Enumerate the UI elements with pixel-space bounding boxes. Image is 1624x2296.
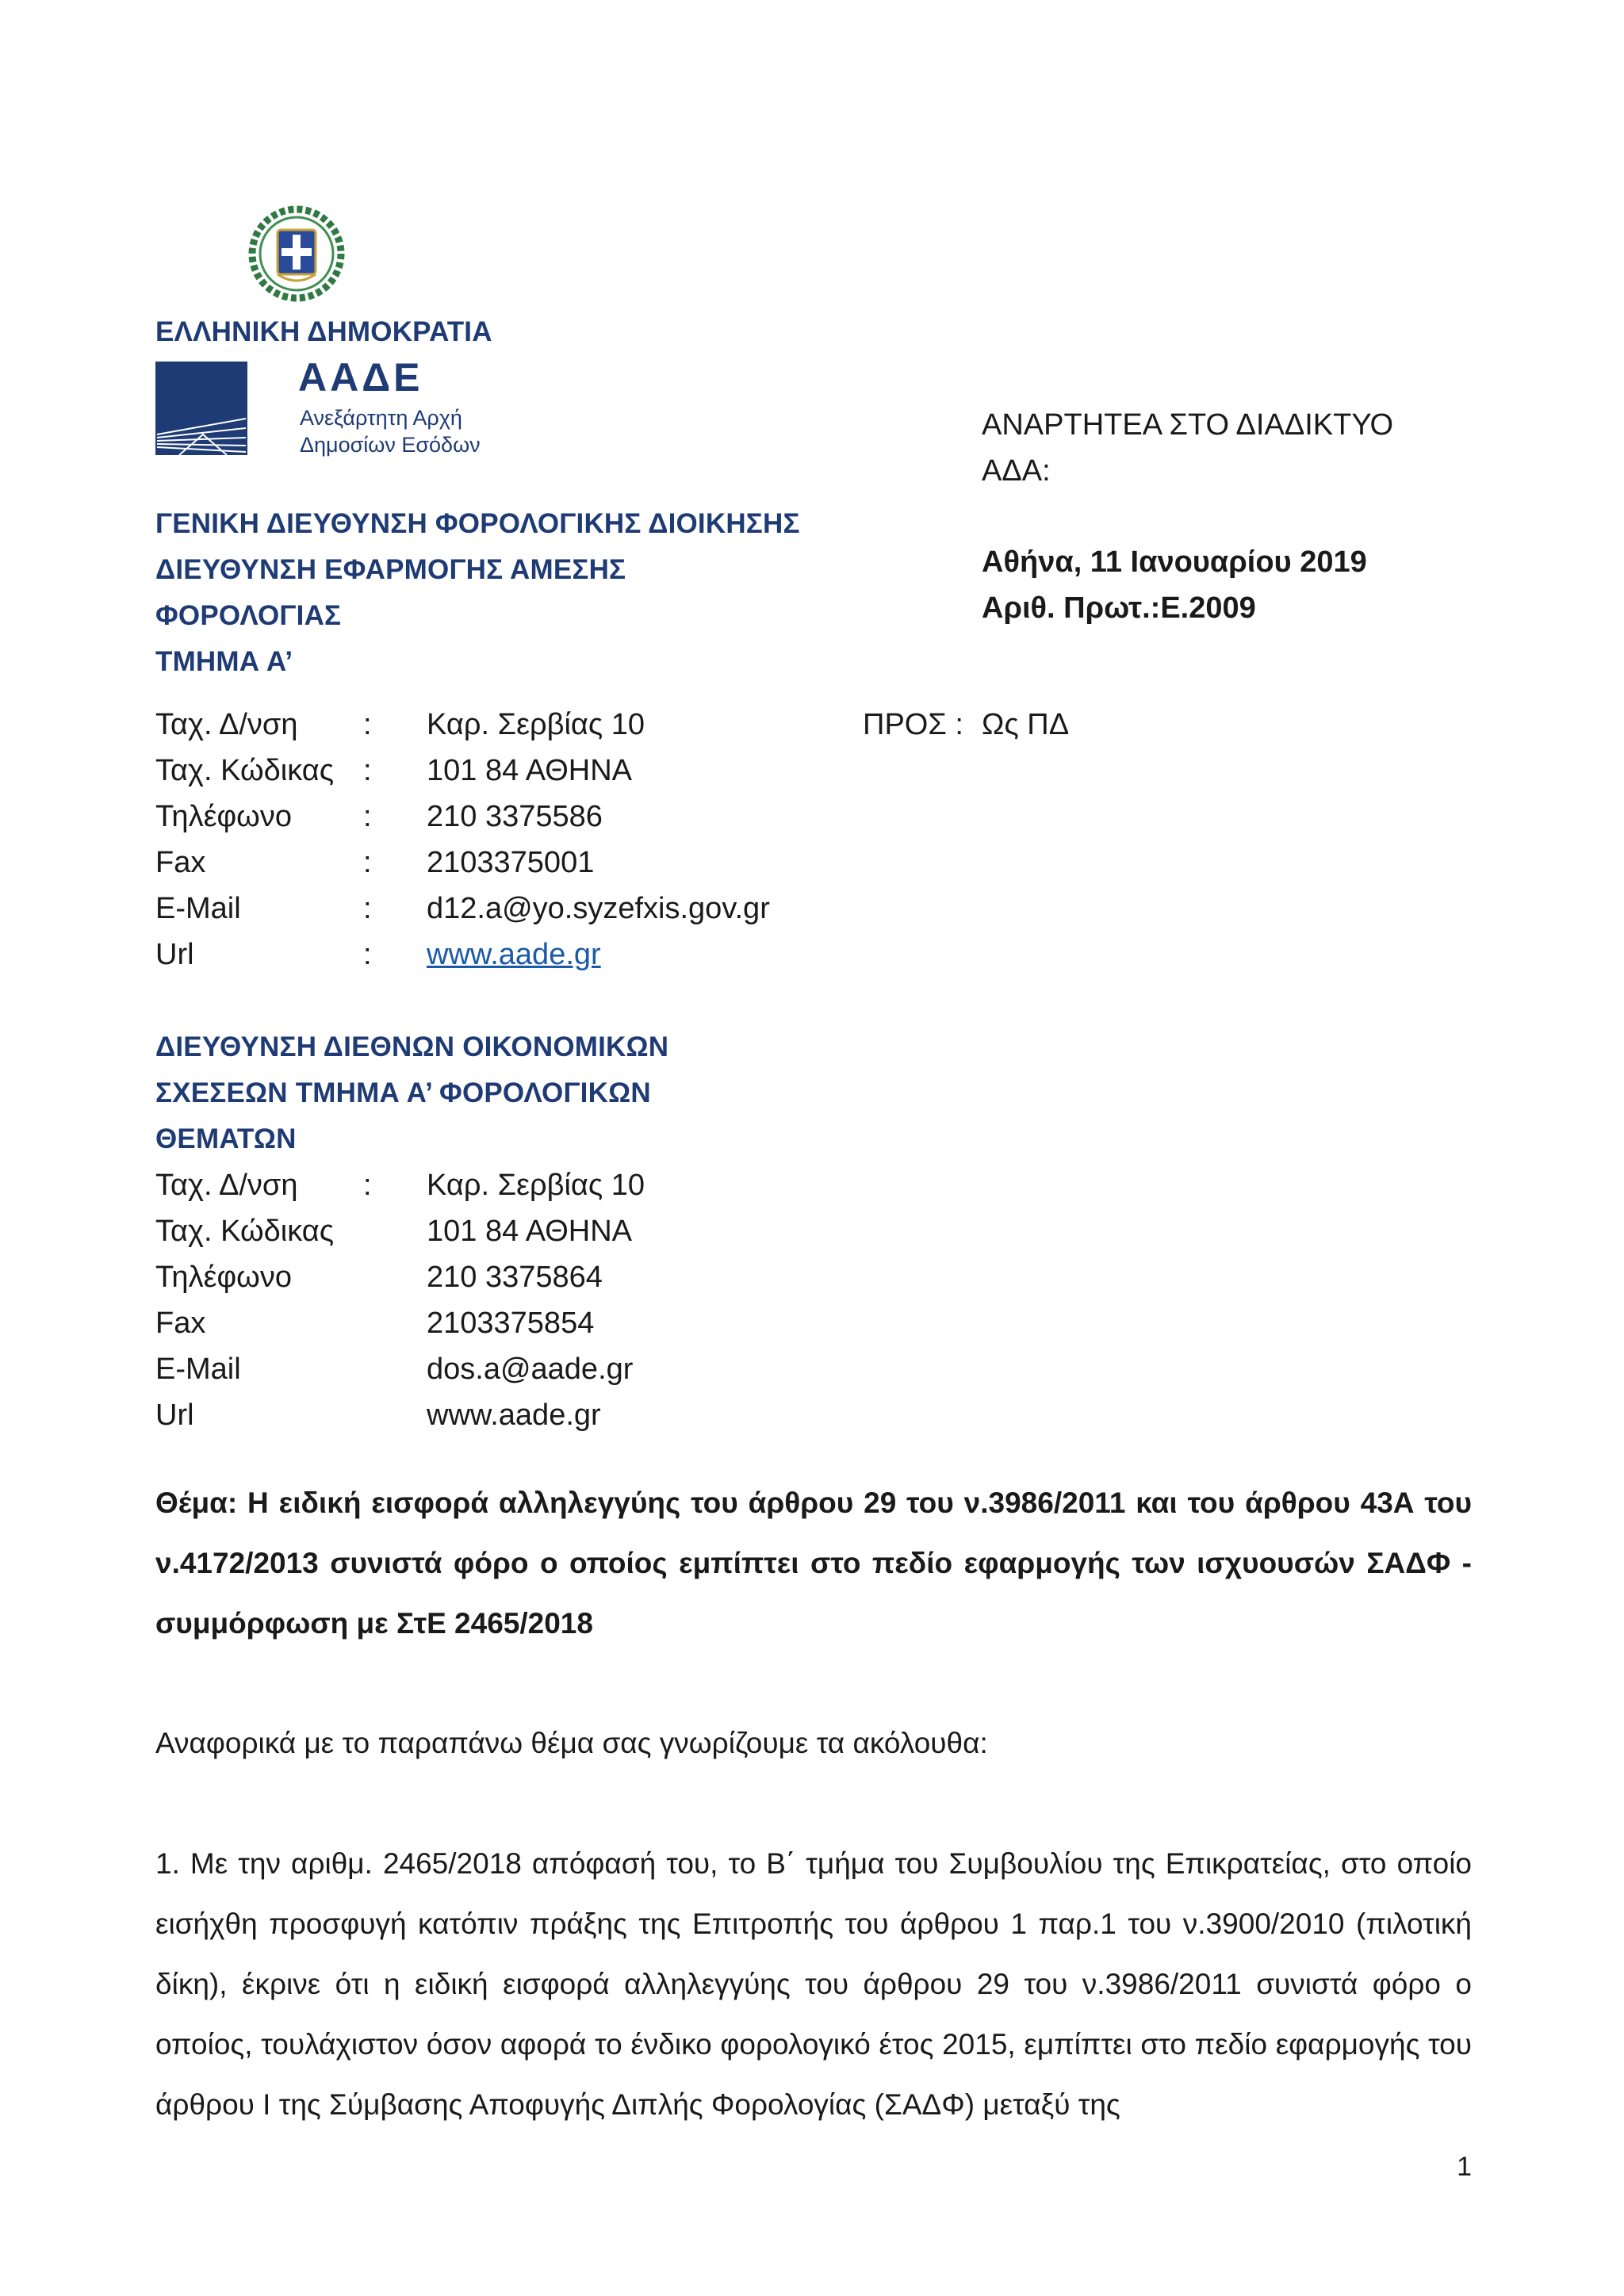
department2-line: ΔΙΕΥΘΥΝΣΗ ΔΙΕΘΝΩΝ ΟΙΚΟΝΟΜΙΚΩΝ — [155, 1031, 669, 1062]
aade-abbreviation: ΑΑΔΕ — [298, 355, 423, 400]
contact-label: Ταχ. Κώδικας — [155, 1215, 335, 1248]
contact-separator: : — [363, 846, 372, 879]
protocol-number: Αριθ. Πρωτ.:Ε.2009 — [982, 591, 1256, 625]
republic-heading: ΕΛΛΗΝΙΚΗ ΔΗΜΟΚΡΑΤΙΑ — [155, 316, 492, 347]
aade-full-name-line2: Δημοσίων Εσόδων — [300, 433, 481, 457]
contact-value: 210 3375586 — [427, 800, 603, 833]
contact-value: 2103375001 — [427, 846, 595, 879]
aade-full-name-line1: Ανεξάρτητη Αρχή — [300, 406, 462, 430]
page-number: 1 — [1457, 2152, 1472, 2182]
department-line: ΔΙΕΥΘΥΝΣΗ ΕΦΑΡΜΟΓΗΣ ΑΜΕΣΗΣ — [155, 554, 626, 585]
contact-value: Καρ. Σερβίας 10 — [427, 1169, 645, 1202]
contact-label: Τηλέφωνο — [155, 800, 292, 833]
paragraph-1: 1. Με την αριθμ. 2465/2018 απόφασή του, το Β΄ τμήμα του Συμβουλίου της Επικρατείας, στο οποίο εισήχθη προσφυγή κατόπιν πράξης της Επιτροπής του άρθρου 1 παρ.1 του ν.3900/2010 (πιλοτική δίκη), έκρινε ότι η ειδική εισφορά αλληλεγγύης του άρθρου 29 του ν.3986/2011 συνιστά φόρο ο οποίος, τουλάχιστον όσον αφορά το ένδικο φορολογικό έτος 2015, εμπίπτει στο πεδίο εφαρμογής του άρθρου Ι της Σύμβασης Αποφυγής Διπλής Φορολογίας (ΣΑΔΦ) μεταξύ της — [155, 1847, 1472, 2121]
contact-value: www.aade.gr — [427, 1399, 601, 1432]
contact-separator: : — [363, 800, 372, 833]
department2-heading — [155, 1024, 668, 1162]
contact-label: E-Mail — [155, 892, 241, 925]
department-line: ΤΜΗΜΑ Α’ — [155, 646, 293, 677]
coat-of-arms-emblem — [247, 205, 346, 303]
contact-value: 210 3375864 — [427, 1261, 603, 1294]
ada-label: ΑΔΑ: — [982, 454, 1051, 488]
contact-value: Καρ. Σερβίας 10 — [427, 708, 645, 741]
contact-label: Ταχ. Κώδικας — [155, 754, 335, 787]
department-line: ΦΟΡΟΛΟΓΙΑΣ — [155, 600, 342, 631]
subject-text: Θέμα: Η ειδική εισφορά αλληλεγγύης του άρθρου 29 του ν.3986/2011 και του άρθρου 43Α του ν.4172/2013 συνιστά φόρο ο οποίος εμπίπτει στο πεδίο εφαρμογής των ισχυουσών ΣΑΔΦ - συμμόρφωση με ΣτΕ 2465/2018 — [155, 1487, 1472, 1640]
recipient-value: Ως ΠΔ — [982, 708, 1070, 741]
contact-label: Url — [155, 1399, 194, 1432]
contact-value: 2103375854 — [427, 1307, 595, 1340]
contact-value: d12.a@yo.syzefxis.gov.gr — [427, 892, 770, 925]
department-line: ΓΕΝΙΚΗ ΔΙΕΥΘΥΝΣΗ ΦΟΡΟΛΟΓΙΚΗΣ ΔΙΟΙΚΗΣΗΣ — [155, 508, 800, 539]
contact-separator: : — [363, 938, 372, 971]
contact-label: Fax — [155, 846, 206, 879]
contact-label: Ταχ. Δ/νση — [155, 708, 298, 741]
website-link[interactable]: www.aade.gr — [427, 938, 601, 971]
contact-separator: : — [363, 708, 372, 741]
contact-label: E-Mail — [155, 1353, 241, 1386]
department2-line: ΘΕΜΑΤΩΝ — [155, 1123, 297, 1154]
aade-logo-icon — [155, 362, 247, 455]
contact-value: 101 84 ΑΘΗΝΑ — [427, 1215, 633, 1248]
contact-separator: : — [363, 754, 372, 787]
contact-label: Ταχ. Δ/νση — [155, 1169, 298, 1202]
document-date: Αθήνα, 11 Ιανουαρίου 2019 — [982, 545, 1367, 579]
department-heading — [155, 501, 800, 685]
department2-line: ΣΧΕΣΕΩΝ ΤΜΗΜΑ Α’ ΦΟΡΟΛΟΓΙΚΩΝ — [155, 1077, 651, 1108]
recipient-label: ΠΡΟΣ : — [863, 708, 963, 741]
intro-text: Αναφορικά με το παραπάνω θέμα σας γνωρίζουμε τα ακόλουθα: — [155, 1727, 988, 1759]
contact-value: dos.a@aade.gr — [427, 1353, 634, 1386]
contact-label: Url — [155, 938, 194, 971]
posting-notice: ΑΝΑΡΤΗΤΕΑ ΣΤΟ ΔΙΑΔΙΚΤΥΟ — [982, 408, 1394, 442]
contact-value: 101 84 ΑΘΗΝΑ — [427, 754, 633, 787]
contact-separator: : — [363, 1169, 372, 1202]
contact-label: Fax — [155, 1307, 206, 1340]
contact-separator: : — [363, 892, 372, 925]
contact-label: Τηλέφωνο — [155, 1261, 292, 1294]
